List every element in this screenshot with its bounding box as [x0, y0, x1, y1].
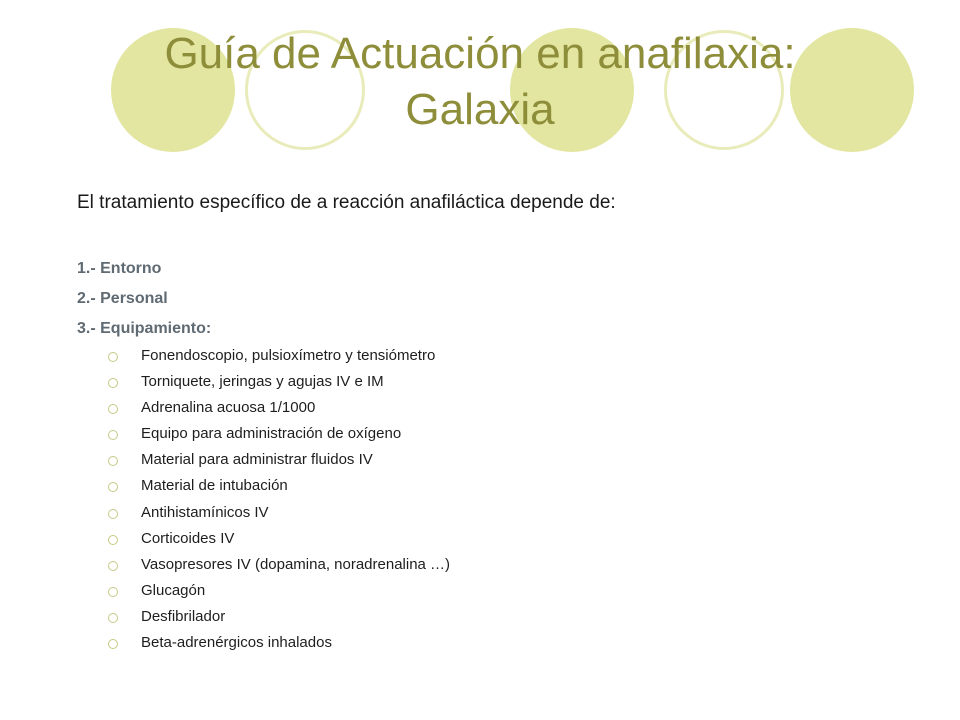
hollow-circle-bullet-icon [108, 509, 118, 519]
list-item [108, 606, 450, 632]
hollow-circle-bullet-icon [108, 430, 118, 440]
list-item-label: Equipo para administración de oxígeno [141, 425, 402, 443]
list-item [108, 371, 450, 397]
hollow-circle-bullet-icon [108, 404, 118, 414]
slide-title-line-1: Guía de Actuación en anafilaxia: [164, 29, 796, 78]
intro-text: El tratamiento específico de a reacción anafiláctica depende de: [77, 192, 616, 213]
list-item [108, 397, 450, 423]
list-item [108, 528, 450, 554]
list-item-label: Corticoides IV [141, 529, 235, 547]
list-item-label: Adrenalina acuosa 1/1000 [141, 399, 316, 417]
list-item [108, 554, 450, 580]
hollow-circle-bullet-icon [108, 378, 118, 388]
list-item-label: Fonendoscopio, pulsioxímetro y tensiómetro [141, 347, 436, 364]
list-item [108, 345, 450, 371]
list-item-label: Vasopresores IV (dopamina, noradrenalina …) [141, 555, 451, 573]
numbered-list [77, 256, 211, 346]
list-item-label: Antihistamínicos IV [141, 503, 269, 521]
slide-title-line-2: Galaxia [405, 85, 555, 134]
list-item-label: Material para administrar fluidos IV [141, 451, 373, 469]
list-item [108, 632, 450, 658]
numbered-item-personal: 2.- Personal [77, 290, 168, 307]
list-item-label: Beta-adrenérgicos inhalados [141, 634, 332, 652]
list-item-label: Torniquete, jeringas y agujas IV e IM [141, 373, 384, 391]
list-item [108, 423, 450, 449]
list-item [108, 475, 450, 501]
hollow-circle-bullet-icon [108, 535, 118, 545]
list-item-label: Glucagón [141, 581, 206, 599]
hollow-circle-bullet-icon [108, 482, 118, 492]
list-item-label: Material de intubación [141, 477, 288, 495]
list-item-label: Desfibrilador [141, 607, 226, 625]
numbered-item-equipamiento: 3.- Equipamiento: [77, 320, 212, 337]
equipment-list [108, 345, 450, 658]
hollow-circle-bullet-icon [108, 561, 118, 571]
slide-title [0, 26, 960, 138]
list-item [108, 449, 450, 475]
list-item [108, 502, 450, 528]
list-item [108, 580, 450, 606]
hollow-circle-bullet-icon [108, 639, 118, 649]
numbered-item-entorno: 1.- Entorno [77, 260, 162, 277]
hollow-circle-bullet-icon [108, 587, 118, 597]
hollow-circle-bullet-icon [108, 613, 118, 623]
hollow-circle-bullet-icon [108, 352, 118, 362]
hollow-circle-bullet-icon [108, 456, 118, 466]
